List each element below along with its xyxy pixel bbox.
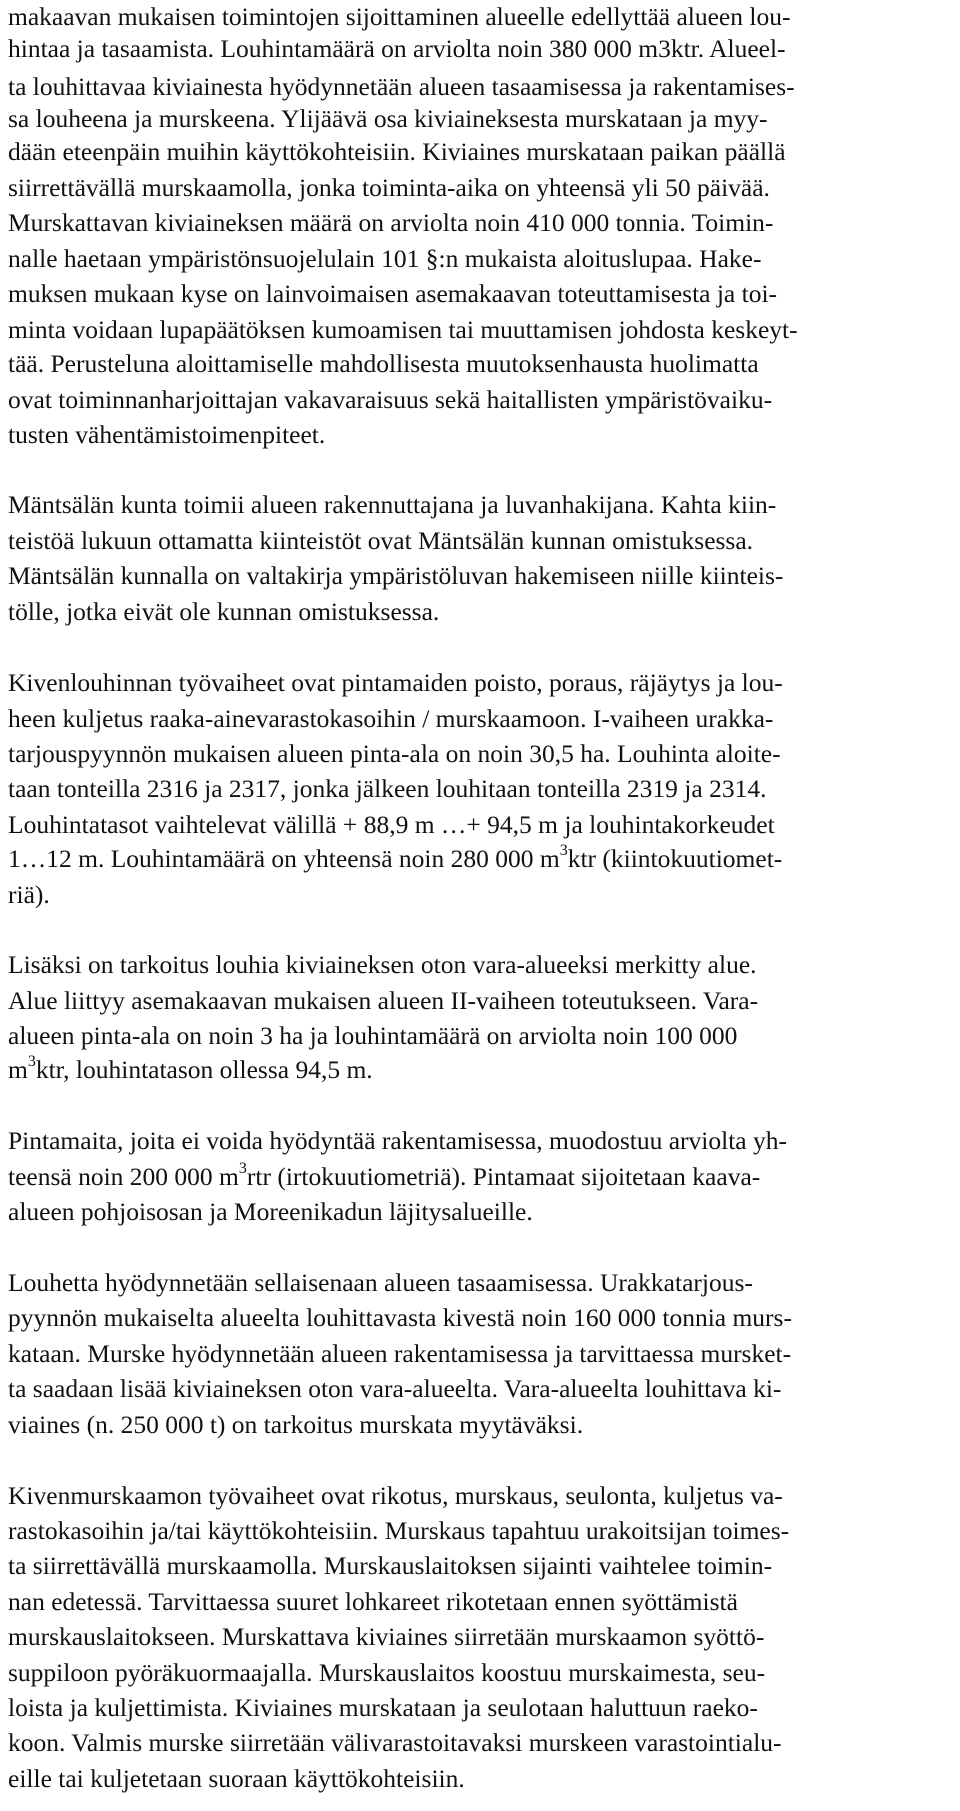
text-line: tölle, jotka eivät ole kunnan omistuksessa. bbox=[8, 597, 440, 626]
text-line: alueen pinta-ala on noin 3 ha ja louhintamäärä on arviolta noin 100 000 bbox=[8, 1021, 738, 1050]
text-line: Louhintatasot vaihtelevat välillä + 88,9 m …+ 94,5 m ja louhintakorkeudet bbox=[8, 810, 775, 839]
text-line: siirrettävällä murskaamolla, jonka toiminta-aika on yhteensä yli 50 päivää. bbox=[8, 173, 770, 202]
text-line: murskauslaitokseen. Murskattava kiviaines siirretään murskaamon syöttö- bbox=[8, 1622, 765, 1651]
text-line: ta louhittavaa kiviainesta hyödynnetään alueen tasaamisessa ja rakentamises- bbox=[8, 72, 795, 101]
text-line: sa louheena ja murskeena. Ylijäävä osa kiviaineksesta murskataan ja myy- bbox=[8, 104, 768, 133]
text-line bbox=[8, 1052, 373, 1085]
superscript: 3 bbox=[27, 1052, 36, 1070]
text-line: koon. Valmis murske siirretään välivarastoitavaksi murskeen varastointialu- bbox=[8, 1728, 782, 1757]
text-segment: rtr (irtokuutiometriä). Pintamaat sijoitetaan kaava- bbox=[246, 1162, 761, 1191]
text-line: kataan. Murske hyödynnetään alueen rakentamisessa ja tarvittaessa mursket- bbox=[8, 1339, 792, 1368]
text-line: makaavan mukaisen toimintojen sijoittaminen alueelle edellyttää alueen lou- bbox=[8, 2, 791, 31]
text-line: suppiloon pyöräkuormaajalla. Murskauslaitos koostuu murskaimesta, seu- bbox=[8, 1658, 766, 1687]
text-line: alueen pohjoisosan ja Moreenikadun läjitysalueille. bbox=[8, 1197, 533, 1226]
text-line: minta voidaan lupapäätöksen kumoamisen tai muuttamisen johdosta keskeyt- bbox=[8, 315, 798, 344]
text-segment: ktr (kiintokuutiomet- bbox=[567, 844, 783, 873]
text-line: riä). bbox=[8, 880, 50, 909]
text-line: rastokasoihin ja/tai käyttökohteisiin. Murskaus tapahtuu urakoitsijan toimes- bbox=[8, 1516, 790, 1545]
text-line: loista ja kuljettimista. Kiviaines murskataan ja seulotaan haluttuun raeko- bbox=[8, 1693, 758, 1722]
text-line: heen kuljetus raaka-ainevarastokasoihin / murskaamoon. I-vaiheen urakka- bbox=[8, 704, 774, 733]
text-line: Lisäksi on tarkoitus louhia kiviaineksen oton vara-alueeksi merkitty alue. bbox=[8, 950, 757, 979]
text-line: Kivenlouhinnan työvaiheet ovat pintamaiden poisto, poraus, räjäytys ja lou- bbox=[8, 668, 783, 697]
text-line: tää. Perusteluna aloittamiselle mahdollisesta muutoksenhausta huolimatta bbox=[8, 349, 759, 378]
text-line: eille tai kuljetetaan suoraan käyttökohteisiin. bbox=[8, 1764, 465, 1793]
superscript: 3 bbox=[559, 841, 568, 859]
text-line: Murskattavan kiviaineksen määrä on arviolta noin 410 000 tonnia. Toimin- bbox=[8, 208, 774, 237]
text-segment: teensä noin 200 000 m bbox=[8, 1162, 239, 1191]
text-line: Pintamaita, joita ei voida hyödyntää rakentamisessa, muodostuu arviolta yh- bbox=[8, 1126, 787, 1155]
text-line: pyynnön mukaiselta alueelta louhittavasta kivestä noin 160 000 tonnia murs- bbox=[8, 1303, 792, 1332]
text-line: Louhetta hyödynnetään sellaisenaan alueen tasaamisessa. Urakkatarjous- bbox=[8, 1268, 753, 1297]
text-line bbox=[8, 841, 783, 874]
text-line: dään eteenpäin muihin käyttökohteisiin. Kiviaines murskataan paikan päällä bbox=[8, 137, 786, 166]
text-line: Mäntsälän kunta toimii alueen rakennuttajana ja luvanhakijana. Kahta kiin- bbox=[8, 490, 777, 519]
text-line: ta saadaan lisää kiviaineksen oton vara-alueelta. Vara-alueelta louhittava ki- bbox=[8, 1374, 782, 1403]
text-line: Alue liittyy asemakaavan mukaisen alueen II-vaiheen toteutukseen. Vara- bbox=[8, 986, 759, 1015]
superscript: 3 bbox=[238, 1159, 247, 1177]
text-line: tarjouspyynnön mukaisen alueen pinta-ala on noin 30,5 ha. Louhinta aloite- bbox=[8, 739, 781, 768]
text-segment: 1…12 m. Louhintamäärä on yhteensä noin 280 000 m bbox=[8, 844, 560, 873]
text-line: nalle haetaan ympäristönsuojelulain 101 §:n mukaista aloituslupaa. Hake- bbox=[8, 244, 762, 273]
text-segment: m bbox=[8, 1055, 28, 1084]
text-line: Mäntsälän kunnalla on valtakirja ympäristöluvan hakemiseen niille kiinteis- bbox=[8, 561, 784, 590]
text-line: nan edetessä. Tarvittaessa suuret lohkareet rikotetaan ennen syöttämistä bbox=[8, 1587, 738, 1616]
text-line: muksen mukaan kyse on lainvoimaisen asemakaavan toteuttamisesta ja toi- bbox=[8, 279, 778, 308]
text-line: taan tonteilla 2316 ja 2317, jonka jälkeen louhitaan tonteilla 2319 ja 2314. bbox=[8, 774, 767, 803]
text-line: ta siirrettävällä murskaamolla. Murskauslaitoksen sijainti vaihtelee toimin- bbox=[8, 1551, 773, 1580]
text-line: tusten vähentämistoimenpiteet. bbox=[8, 420, 326, 449]
text-line: hintaa ja tasaamista. Louhintamäärä on arviolta noin 380 000 m3ktr. Alueel- bbox=[8, 34, 786, 63]
text-line: viaines (n. 250 000 t) on tarkoitus murskata myytäväksi. bbox=[8, 1410, 584, 1439]
text-line: Kivenmurskaamon työvaiheet ovat rikotus, murskaus, seulonta, kuljetus va- bbox=[8, 1481, 783, 1510]
text-line: ovat toiminnanharjoittajan vakavaraisuus sekä haitallisten ympäristövaiku- bbox=[8, 385, 773, 414]
text-line: teistöä lukuun ottamatta kiinteistöt ovat Mäntsälän kunnan omistuksessa. bbox=[8, 526, 754, 555]
text-line bbox=[8, 1159, 761, 1192]
text-segment: ktr, louhintatason ollessa 94,5 m. bbox=[35, 1055, 373, 1084]
